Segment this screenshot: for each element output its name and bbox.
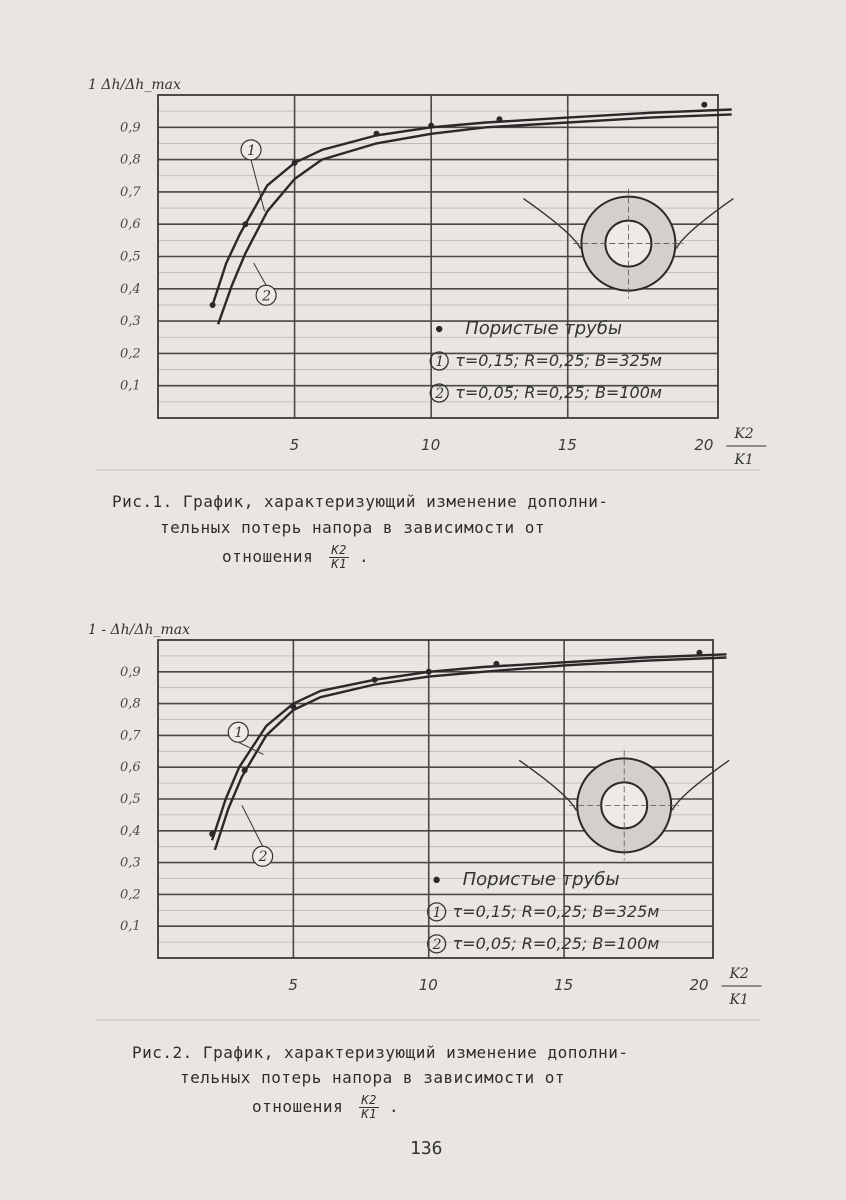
chart-1-data-point (496, 116, 502, 122)
chart-2-data-point (242, 767, 248, 773)
chart-1-data-point (292, 160, 298, 166)
caption-2-end: . (388, 1097, 400, 1116)
chart-2-xlabel-denominator: K1 (729, 992, 749, 1008)
caption-2-line-3-text: отношения (252, 1097, 344, 1116)
chart-2-y-tick-label: 0,3 (120, 855, 141, 871)
chart-1-y-tick-label: 0,5 (120, 249, 141, 265)
chart-2-x-tick-label: 5 (288, 976, 298, 994)
caption-1-line-3-text: отношения (222, 547, 314, 566)
chart-2-curve-label-text: 2 (258, 849, 268, 866)
chart-2-y-tick-label: 0,9 (120, 664, 141, 680)
chart-1-data-point (701, 102, 707, 108)
chart-2-x-tick-label: 15 (554, 976, 574, 994)
chart-1-data-point (428, 123, 434, 129)
chart-1-x-tick-label: 15 (557, 436, 577, 454)
chart-1-data-point (374, 131, 380, 137)
chart-1-data-point (210, 302, 216, 308)
chart-2-y-tick-label: 0,4 (120, 823, 141, 839)
chart-2-legend-row: τ=0,15; R=0,25; B=325м (452, 901, 660, 921)
chart-1-xlabel-denominator: K1 (734, 452, 754, 468)
caption-1-frac-den: K1 (331, 557, 347, 571)
chart-2-x-tick-label: 10 (418, 976, 438, 994)
chart-1-y-tick-label: 0,4 (120, 281, 141, 297)
chart-1-data-point (242, 221, 248, 227)
caption-1-fraction (329, 544, 348, 571)
chart-1-y-tick-label: 0,1 (120, 378, 141, 394)
chart-2-legend-row: τ=0,05; R=0,25; B=100м (452, 933, 660, 953)
chart-2-legend-marker-text: 2 (432, 936, 442, 953)
chart-2-data-point (290, 704, 296, 710)
chart-2-y-tick-label: 0,5 (120, 792, 141, 807)
chart-1-curve-label-text: 1 (247, 142, 256, 159)
chart-1-legend-points-label: Пористые трубы (465, 318, 623, 340)
chart-2-data-point (209, 831, 215, 837)
chart-2-curve-label-leader (242, 805, 263, 846)
chart-1-legend-point-marker (436, 326, 442, 332)
caption-2-frac-num: K2 (361, 1093, 377, 1107)
chart-1-y-tick-label: 0,2 (120, 346, 141, 362)
chart-1-x-tick-label: 5 (289, 436, 300, 454)
caption-2-frac-den: K1 (361, 1107, 377, 1121)
caption-1-end: . (358, 547, 370, 566)
chart-1-curve-label-text: 2 (262, 288, 272, 305)
chart-2-data-point (426, 669, 432, 675)
chart-2-xlabel-numerator: K2 (729, 966, 749, 982)
chart-2-data-point (696, 650, 702, 656)
caption-1-line-3 (222, 544, 369, 571)
chart-2-y-tick-label: 0,1 (120, 919, 141, 935)
caption-1-line-1: Рис.1. График, характеризующий изменение дополни- (112, 492, 609, 511)
chart-1-y-tick-label: 0,9 (120, 120, 141, 136)
chart-2-y-tick-label: 0,7 (120, 728, 141, 744)
chart-2-legend-points-label: Пористые трубы (462, 868, 620, 890)
chart-2-x-tick-label: 20 (689, 976, 709, 994)
chart-2-y-tick-label: 0,8 (120, 696, 141, 712)
chart-1-y-tick-label: 0,7 (120, 184, 141, 200)
caption-2-line-1: Рис.2. График, характеризующий изменение дополни- (132, 1043, 629, 1062)
caption-2-line-3 (252, 1094, 399, 1121)
chart-2 (88, 622, 761, 1008)
chart-1-y-tick-label: 0,6 (120, 217, 141, 233)
chart-1-legend-row: τ=0,15; R=0,25; B=325м (455, 351, 662, 371)
chart-2-curve-label-text: 1 (234, 725, 244, 742)
chart-1-y-tick-label: 0,8 (120, 152, 141, 168)
chart-1-x-tick-label: 20 (694, 436, 714, 454)
chart-1-y-tick-label: 0,3 (120, 314, 141, 330)
chart-2-legend-marker-text: 1 (432, 904, 442, 921)
page-number: 136 (410, 1138, 443, 1159)
chart-2-data-point (493, 661, 499, 667)
caption-2-line-2: тельных потерь напора в зависимости от (180, 1068, 566, 1087)
chart-2-y-tick-label: 0,2 (120, 887, 141, 903)
chart-2-ylabel: 1 - Δh/Δh_max (88, 622, 191, 638)
chart-1-legend-marker-text: 1 (435, 354, 445, 371)
chart-1 (88, 77, 766, 468)
chart-1-ylabel: 1 Δh/Δh_max (88, 77, 181, 93)
chart-1-legend-row: τ=0,05; R=0,25; B=100м (455, 383, 662, 403)
chart-1-xlabel-numerator: K2 (734, 426, 754, 442)
chart-1-curve-label-leader (254, 263, 267, 285)
caption-1-frac-num: K2 (331, 543, 347, 557)
caption-1-line-2: тельных потерь напора в зависимости от (160, 518, 546, 537)
chart-1-legend-marker-text: 2 (435, 386, 445, 403)
chart-2-data-point (372, 677, 378, 683)
chart-2-legend-point-marker (433, 877, 439, 883)
chart-1-x-tick-label: 10 (421, 436, 441, 454)
caption-2-fraction (359, 1094, 378, 1121)
chart-2-y-tick-label: 0,6 (120, 760, 141, 776)
